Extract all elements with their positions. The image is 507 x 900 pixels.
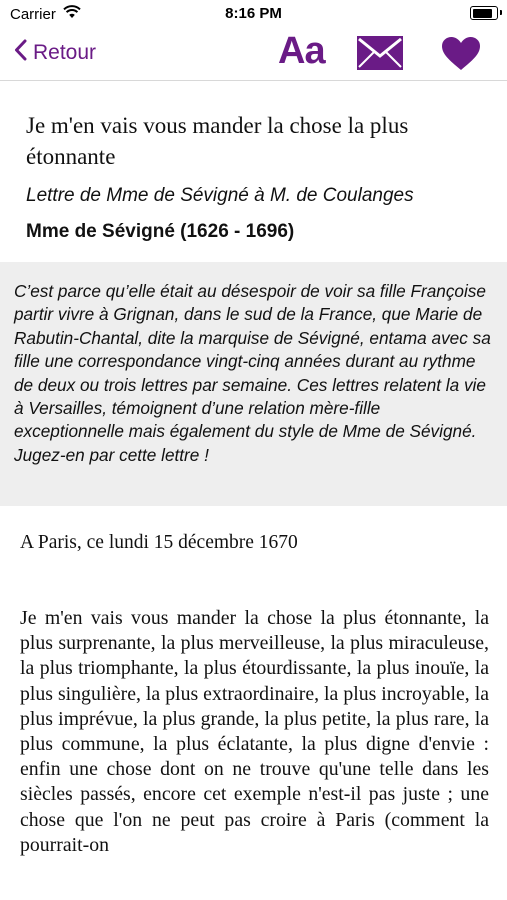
article-subtitle: Lettre de Mme de Sévigné à M. de Coulanges [26, 185, 414, 206]
back-button-label: Retour [33, 41, 97, 64]
mail-icon [357, 57, 403, 74]
article-title: Je m'en vais vous mander la chose la plus étonnante [26, 113, 409, 169]
intro-box [0, 262, 507, 506]
status-time: 8:16 PM [225, 5, 282, 22]
article-author: Mme de Sévigné (1626 - 1696) [26, 221, 295, 242]
letter-body: Je m'en vais vous mander la chose la plus étonnante, la plus surprenante, la plus merveilleuse, la plus miraculeuse, la plus triomphante, la plus étourdissante, la plus inouïe, la plus singulière, la plus extraordinaire, la plus incroyable, la plus imprévue, la plus grande, la plus petite, la plus rare, la plus commune, la plus éclatante, la plus digne d'envie : enfin une chose dont on ne trouve qu'une telle dans les siècles passés, encore cet exemple n'est-il pas juste ; une chose que l'on ne peut pas croire à Paris (comment la pourrait-on [20, 607, 489, 856]
favorite-button[interactable] [441, 36, 481, 77]
chevron-left-icon [14, 39, 33, 67]
carrier-label: Carrier [10, 6, 56, 23]
font-size-button[interactable] [278, 30, 325, 73]
back-button[interactable] [14, 38, 96, 68]
mail-button[interactable] [357, 36, 403, 75]
status-bar [0, 0, 507, 28]
article-header [26, 110, 486, 243]
font-size-icon: Aa [278, 30, 325, 72]
battery-icon [470, 6, 498, 20]
heart-icon [441, 59, 481, 76]
navigation-bar [0, 28, 507, 81]
battery-tip [500, 10, 502, 15]
letter-dateline: A Paris, ce lundi 15 décembre 1670 [20, 532, 298, 553]
intro-text: C’est parce qu’elle était au désespoir de voir sa fille Françoise partir vivre à Grignan, dans le sud de la France, que Marie de Rabutin-Chantal, dite la marquise de Sévigné, entama avec sa fille une correspondance vingt-cinq années durant au rythme de deux ou trois lettres par semaine. Ces lettres relatent la vie à Versailles, témoignent d’une relation mère-fille exceptionnelle mais également du style de Mme de Sévigné. Jugez-en par cette lettre ! [14, 281, 491, 465]
